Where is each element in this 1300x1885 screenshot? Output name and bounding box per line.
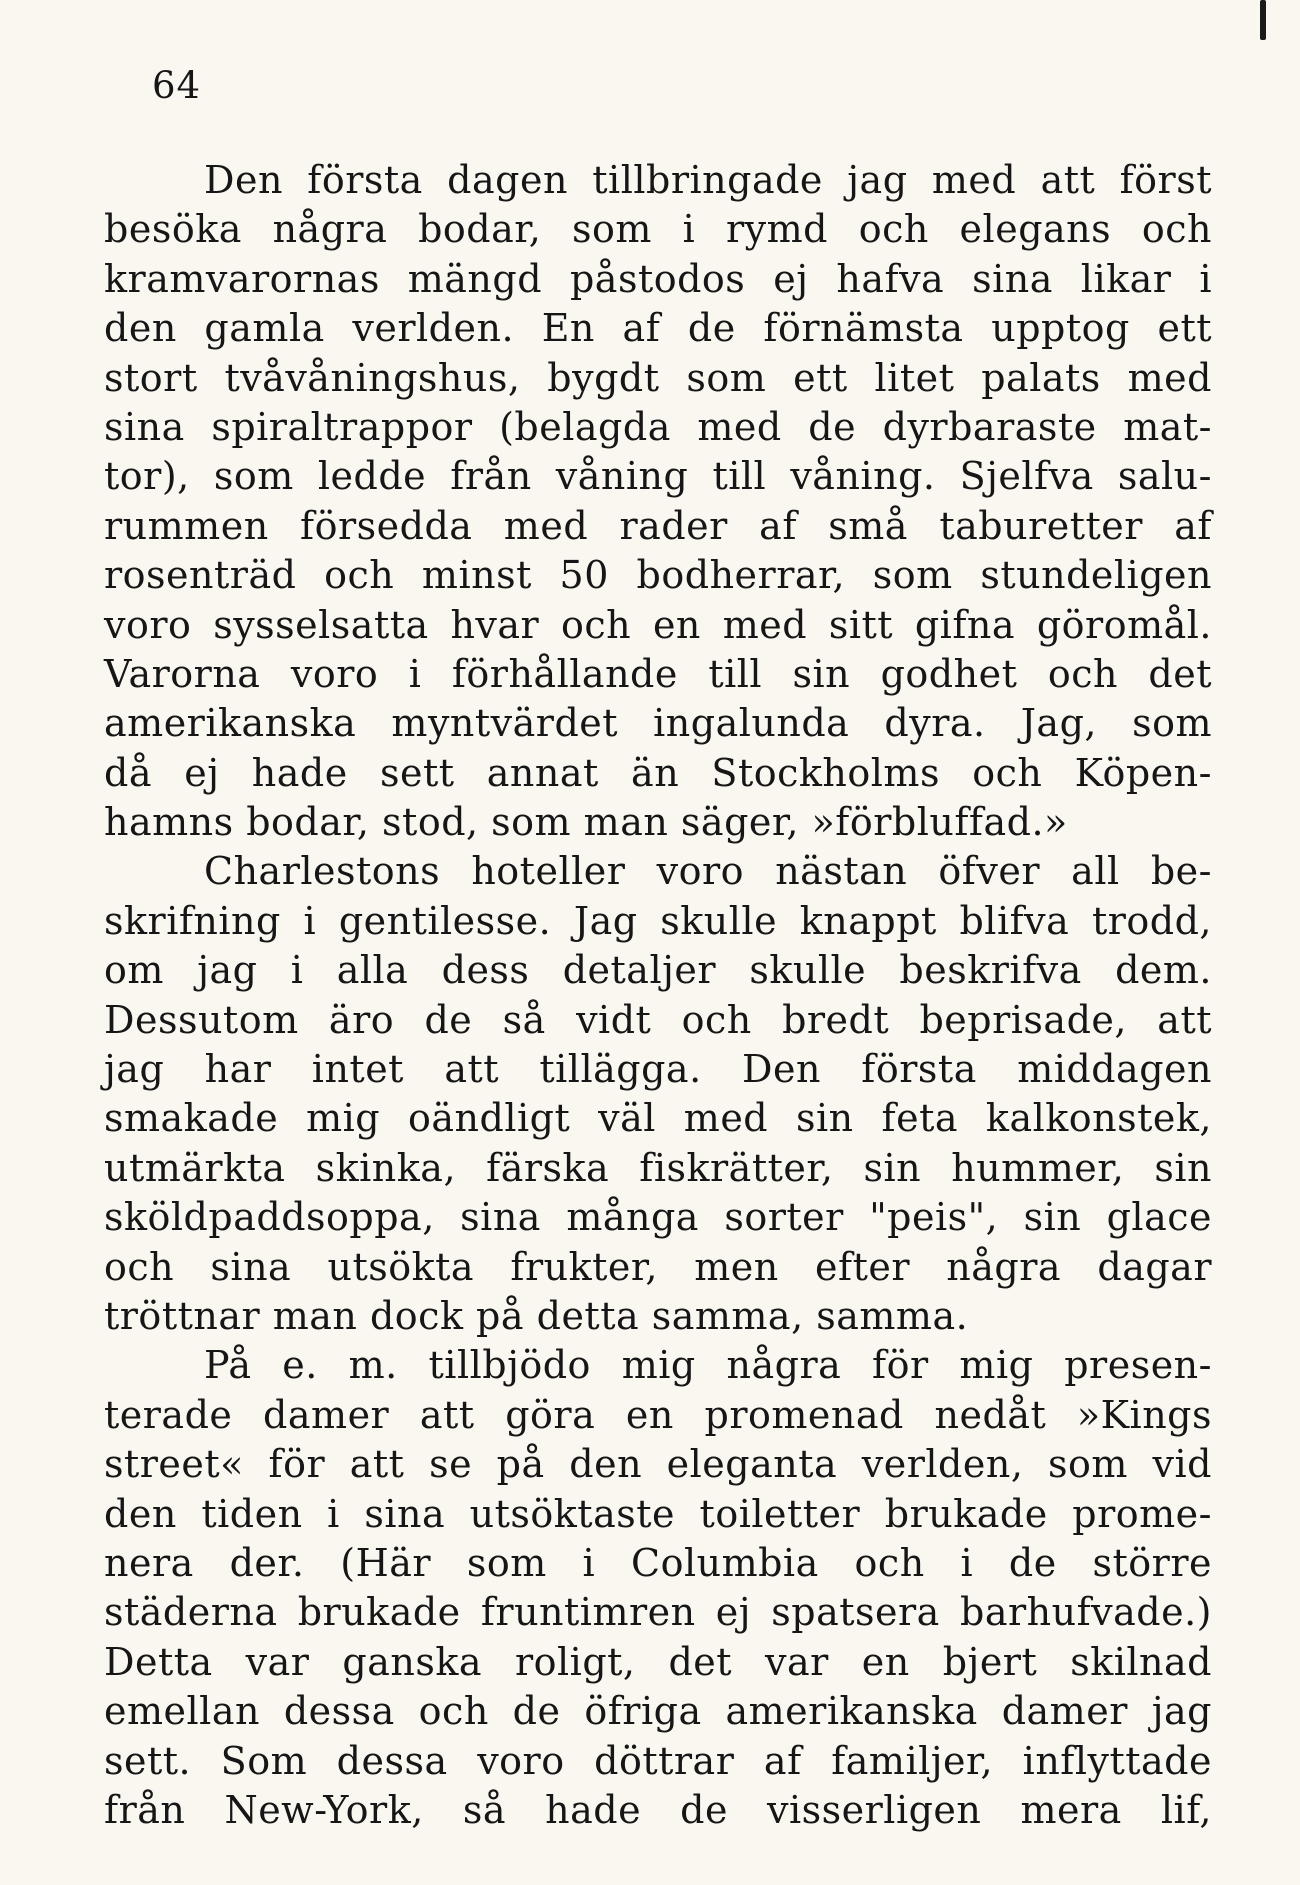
text-line: besöka några bodar, som i rymd och elegans och bbox=[104, 207, 1212, 252]
text-line: tröttnar man dock på detta samma, samma. bbox=[104, 1293, 969, 1338]
text-line: emellan dessa och de öfriga amerikanska damer jag bbox=[104, 1689, 1212, 1734]
text-line: voro sysselsatta hvar och en med sitt gifna göromål. bbox=[104, 602, 1212, 647]
text-line: Charlestons hoteller voro nästan öfver all be- bbox=[204, 849, 1212, 894]
text-line: från New-York, så hade de visserligen mera lif, bbox=[104, 1787, 1212, 1832]
text-line: den tiden i sina utsöktaste toiletter brukade prome- bbox=[104, 1491, 1212, 1536]
text-line: Varorna voro i förhållande till sin godhet och det bbox=[104, 651, 1212, 696]
text-line: rosenträd och minst 50 bodherrar, som stundeligen bbox=[104, 553, 1212, 598]
text-line: hamns bodar, stod, som man säger, »förbluffad.» bbox=[104, 800, 1068, 845]
text-line: tor), som ledde från våning till våning. Sjelfva salu- bbox=[104, 454, 1212, 499]
text-line: sett. Som dessa voro döttrar af familjer, inflyttade bbox=[104, 1738, 1212, 1783]
text-line: Den första dagen tillbringade jag med att först bbox=[204, 158, 1212, 202]
text-line: om jag i alla dess detaljer skulle beskrifva dem. bbox=[104, 948, 1212, 993]
text-line: terade damer att göra en promenad nedåt »Kings bbox=[104, 1392, 1212, 1437]
text-line: städerna brukade fruntimren ej spatsera barhufvade.) bbox=[104, 1590, 1212, 1635]
text-line: rummen försedda med rader af små taburetter af bbox=[104, 503, 1212, 548]
text-line: skrifning i gentilesse. Jag skulle knappt blifva trodd, bbox=[104, 898, 1212, 943]
text-line: stort tvåvåningshus, bygdt som ett litet palats med bbox=[104, 355, 1212, 400]
text-line: Detta var ganska roligt, det var en bjert skilnad bbox=[104, 1639, 1212, 1684]
text-line: På e. m. tillbjödo mig några för mig presen- bbox=[204, 1343, 1212, 1388]
text-line: smakade mig oändligt väl med sin feta kalkonstek, bbox=[104, 1096, 1212, 1141]
text-line: kramvarornas mängd påstodos ej hafva sina likar i bbox=[104, 256, 1212, 301]
text-line: sina spiraltrappor (belagda med de dyrbaraste mat- bbox=[104, 404, 1212, 449]
text-line: Dessutom äro de så vidt och bredt beprisade, att bbox=[104, 997, 1212, 1042]
text-line: och sina utsökta frukter, men efter några dagar bbox=[104, 1244, 1212, 1289]
text-line: den gamla verlden. En af de förnämsta upptog ett bbox=[104, 306, 1212, 351]
page-number: 64 bbox=[152, 64, 202, 107]
body-text bbox=[104, 156, 1212, 1835]
margin-ink-mark bbox=[1260, 0, 1266, 40]
text-line: utmärkta skinka, färska fiskrätter, sin hummer, sin bbox=[104, 1145, 1212, 1190]
text-line: amerikanska myntvärdet ingalunda dyra. Jag, som bbox=[104, 701, 1212, 746]
text-line: då ej hade sett annat än Stockholms och Köpen- bbox=[104, 750, 1212, 795]
text-line: sköldpaddsoppa, sina många sorter "peis", sin glace bbox=[104, 1195, 1212, 1240]
text-line: nera der. (Här som i Columbia och i de större bbox=[104, 1540, 1212, 1585]
text-line: street« för att se på den eleganta verlden, som vid bbox=[104, 1442, 1212, 1487]
text-line: jag har intet att tillägga. Den första middagen bbox=[104, 1047, 1212, 1092]
